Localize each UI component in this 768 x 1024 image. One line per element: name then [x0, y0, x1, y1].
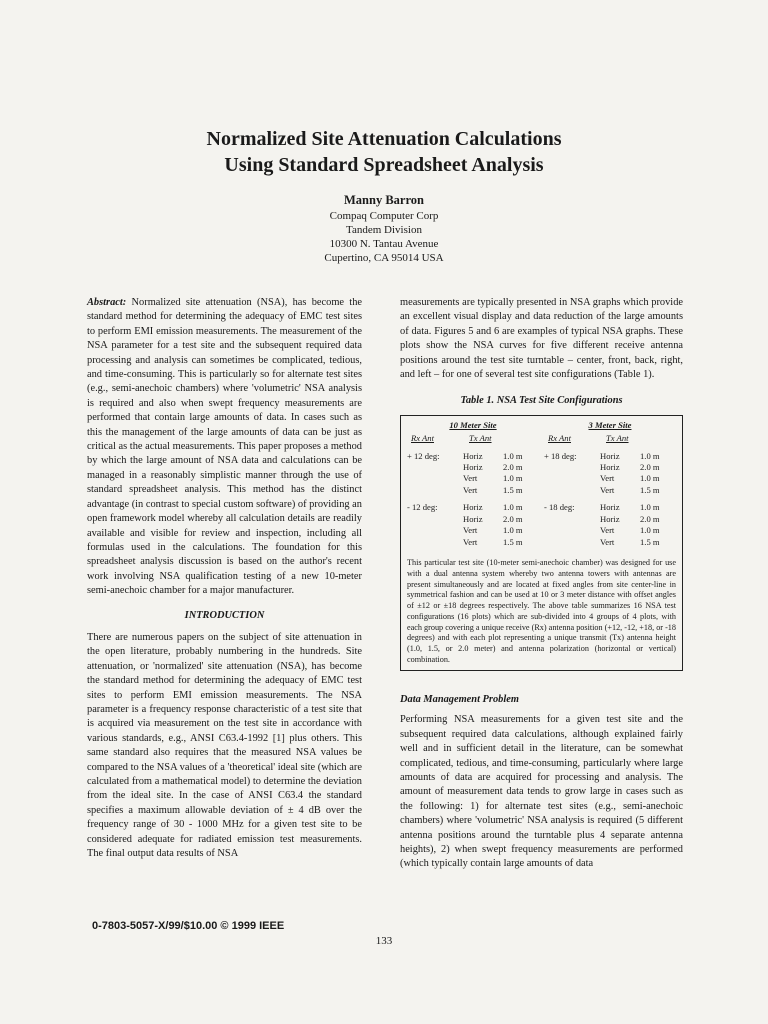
tx-height: 2.0 m — [503, 462, 523, 473]
tx-height: 1.5 m — [503, 484, 523, 495]
rx-angle: - 18 deg: — [544, 502, 575, 513]
author-name: Manny Barron — [344, 193, 424, 207]
introduction-text: There are numerous papers on the subject of site attenuation in the open literature, probably numbering in the hundreds. Site attenuation, or 'normalized' site attenuation (NSA), has become the standard method for determining the adequacy of EMC test sites to perform EMI emission measurements. The NSA parameter is a frequency response characteristic of a test site that is acquired via measurement on the test site in accordance with various standards, e.g., ANSI C63.4-1992 [1] plus others. This same standard also requires that the measured NSA values be compared to the NSA values of a 'theoretical' ideal site (which are calculated from a mathematical model) to determine the deviation from the ideal site. In the case of ANSI C63.4 the standard specifies a maximum allowable deviation of ± 4 dB over the frequency range of 30 - 1000 MHz for a given test site to be considered adequate for radiated emission test measurements. The final output data results of NSA — [87, 631, 362, 860]
table-1-grid — [407, 420, 676, 548]
table-row — [407, 485, 539, 496]
site-subheader — [407, 433, 539, 444]
polarization: Vert — [600, 525, 615, 536]
table-row — [544, 502, 676, 513]
table-row — [544, 451, 676, 462]
rx-header: Rx Ant — [411, 433, 434, 444]
table-row — [544, 485, 676, 496]
site-title: 10 Meter Site — [449, 419, 497, 430]
polarization: Horiz — [463, 502, 483, 513]
tx-height: 1.5 m — [503, 536, 523, 547]
tx-height: 2.0 m — [640, 513, 660, 524]
table-row — [407, 502, 539, 513]
introduction-continuation: measurements are typically presented in NSA graphs which provide an excellent visual display and data reduction of the large amounts of data. Figures 5 and 6 are examples of typical NSA graphs. These plots show the NSA curves for five different receive antenna positions around the test site turntable – center, front, back, right, and left – for one of several test site configurations (Table 1). — [400, 297, 683, 381]
abstract-label: Abstract: — [87, 297, 127, 308]
polarization: Vert — [600, 484, 615, 495]
tx-header: Tx Ant — [606, 433, 629, 444]
tx-height: 1.5 m — [640, 536, 660, 547]
tx-height: 2.0 m — [640, 462, 660, 473]
table-group — [407, 451, 539, 497]
polarization: Horiz — [600, 450, 620, 461]
rx-angle: + 12 deg: — [407, 450, 440, 461]
tx-header: Tx Ant — [469, 433, 492, 444]
table-1-box — [400, 415, 683, 671]
affiliation-line: Cupertino, CA 95014 USA — [324, 252, 444, 264]
tx-height: 1.0 m — [503, 473, 523, 484]
tx-height: 1.0 m — [640, 525, 660, 536]
affiliation-line: Compaq Computer Corp — [329, 210, 439, 222]
table-note: This particular test site (10-meter semi-anechoic chamber) was designed for use with a dual antenna system whereby two antenna towers with antennas are present simultaneously and are located at fixed angles from site center-line in symmetrical fashion and can be used at 10 or 3 meter distance with offset angles of ±12 or ±18 degrees respectively. The above table summarizes 16 NSA test configurations (16 plots) which are sub-divided into 4 groups of 4 plots, with each group covering a unique receive (Rx) antenna position (+12, -12, +18, or -18 degrees) and with each plot representing a unique transmit (Tx) antenna height (1.0, 1.5, or 2.0 meter) and antenna polarization (horizontal or vertical) combination. — [407, 557, 676, 665]
table-site-3m — [544, 420, 676, 548]
paper-title-line-1: Normalized Site Attenuation Calculations — [206, 128, 562, 150]
data-management-heading: Data Management Problem — [400, 693, 519, 705]
polarization: Horiz — [463, 513, 483, 524]
polarization: Horiz — [463, 462, 483, 473]
polarization: Vert — [600, 536, 615, 547]
introduction-heading: INTRODUCTION — [184, 609, 265, 621]
tx-height: 1.0 m — [640, 473, 660, 484]
affiliation-line: 10300 N. Tantau Avenue — [329, 238, 439, 250]
table-row — [407, 537, 539, 548]
polarization: Horiz — [600, 502, 620, 513]
table-row — [544, 514, 676, 525]
tx-height: 1.0 m — [503, 525, 523, 536]
paper-title-line-2: Using Standard Spreadsheet Analysis — [224, 154, 544, 176]
polarization: Vert — [600, 473, 615, 484]
polarization: Vert — [463, 536, 478, 547]
tx-height: 1.0 m — [503, 450, 523, 461]
right-column — [400, 296, 683, 872]
polarization: Vert — [463, 473, 478, 484]
table-group — [544, 451, 676, 497]
polarization: Horiz — [600, 513, 620, 524]
polarization: Horiz — [463, 450, 483, 461]
table-row — [544, 537, 676, 548]
data-management-text: Performing NSA measurements for a given test site and the subsequent required data calculations, although explained fairly well and in sufficient detail in the literature, can be somewhat complicated, tedious, and time-consuming, particularly where large amounts of data are acquired for processing and analysis. The amount of measurement data tends to grow large in cases such as the following: 1) for alternate test sites (e.g., semi-anechoic chambers) where 'volumetric' NSA analysis is required (5 different antenna positions around the turntable plus 4 separate antenna heights), 2) when swept frequency measurements are performed (which typically contain large amounts of data — [400, 714, 683, 870]
table-site-10m — [407, 420, 539, 548]
table-row — [407, 525, 539, 536]
tx-height: 1.0 m — [640, 450, 660, 461]
table-row — [544, 473, 676, 484]
rx-angle: + 18 deg: — [544, 450, 577, 461]
left-column — [87, 296, 362, 861]
table-row — [544, 525, 676, 536]
table-group — [544, 502, 676, 548]
table-row — [407, 451, 539, 462]
table-row — [407, 473, 539, 484]
polarization: Vert — [463, 484, 478, 495]
rx-angle: - 12 deg: — [407, 502, 438, 513]
polarization: Vert — [463, 525, 478, 536]
tx-height: 2.0 m — [503, 513, 523, 524]
abstract-text: Normalized site attenuation (NSA), has become the standard method for determining the adequacy of EMC test sites to perform EMI emission measurements. The measurement of the NSA parameter for a test site and the subsequent required data processing and analysis can sometimes be complicated, tedious, and time-consuming. This is particularly so for alternate test sites (e.g., semi-anechoic chambers) where 'volumetric' NSA analysis is required and also when swept frequency measurements are performed that contain large amounts of data. In cases such as this the management of the large amounts of data can be just as critical as the actual measurements. This paper proposes a method by which the large amount of NSA data and calculations can be managed in a reasonably simplistic manner through the use of standard spreadsheet analysis. This method has the distinct advantage (in contrast to special custom software) of providing an open framework model whereby all calculation details are readily available and visible for review and inspection, including all formulas used in the calculations. The foundation for this spreadsheet analysis discussion is based on the author's recent work involving NSA qualification testing of a new 10-meter semi-anechoic chamber for a major manufacturer. — [87, 297, 362, 597]
tx-height: 1.5 m — [640, 484, 660, 495]
table-row — [407, 514, 539, 525]
affiliation-line: Tandem Division — [346, 224, 422, 236]
table-row — [544, 462, 676, 473]
rx-header: Rx Ant — [548, 433, 571, 444]
table-row — [407, 462, 539, 473]
site-subheader — [544, 433, 676, 444]
tx-height: 1.0 m — [640, 502, 660, 513]
page-number: 133 — [375, 935, 393, 947]
table-group — [407, 502, 539, 548]
polarization: Horiz — [600, 462, 620, 473]
site-title: 3 Meter Site — [588, 419, 632, 430]
tx-height: 1.0 m — [503, 502, 523, 513]
abstract-paragraph — [87, 296, 362, 599]
table-caption: Table 1. NSA Test Site Configurations — [460, 395, 623, 407]
copyright-notice: 0-7803-5057-X/99/$10.00 © 1999 IEEE — [92, 920, 285, 932]
